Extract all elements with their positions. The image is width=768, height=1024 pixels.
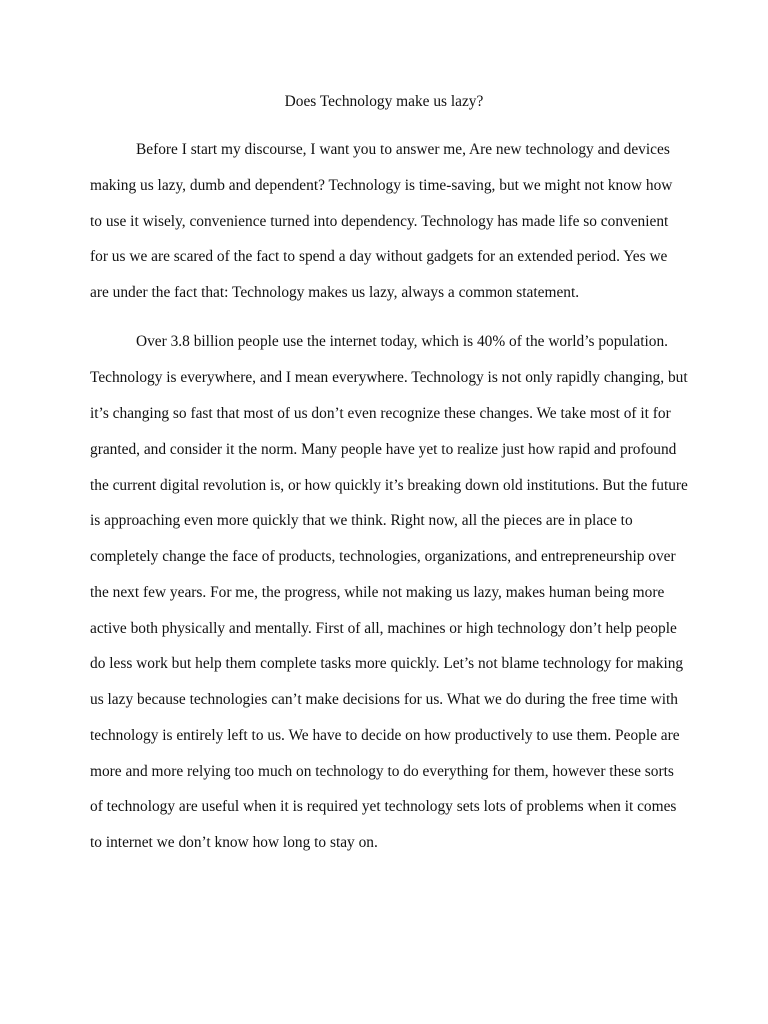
paragraph-line: to internet we don’t know how long to stay on. bbox=[90, 834, 378, 851]
document-title: Does Technology make us lazy? bbox=[284, 93, 484, 110]
paragraph-line: Technology is everywhere, and I mean everywhere. Technology is not only rapidly changing, but bbox=[90, 369, 688, 386]
paragraph-line: us lazy because technologies can’t make decisions for us. What we do during the free time with bbox=[90, 691, 678, 708]
paragraph-line: Before I start my discourse, I want you to answer me, Are new technology and devices bbox=[136, 141, 670, 158]
paragraph-line: is approaching even more quickly that we think. Right now, all the pieces are in place to bbox=[90, 512, 633, 529]
paragraph-line: active both physically and mentally. First of all, machines or high technology don’t help people bbox=[90, 620, 677, 637]
paragraph-line: more and more relying too much on technology to do everything for them, however these sorts bbox=[90, 763, 674, 780]
paragraph-line: it’s changing so fast that most of us don’t even recognize these changes. We take most of it for bbox=[90, 405, 671, 422]
paragraph-line: making us lazy, dumb and dependent? Technology is time-saving, but we might not know how bbox=[90, 177, 673, 194]
paragraph-line: the next few years. For me, the progress, while not making us lazy, makes human being more bbox=[90, 584, 665, 601]
paragraph-line: to use it wisely, convenience turned into dependency. Technology has made life so convenient bbox=[90, 213, 669, 230]
paragraph-line: do less work but help them complete tasks more quickly. Let’s not blame technology for making bbox=[90, 655, 684, 672]
paragraph-line: granted, and consider it the norm. Many people have yet to realize just how rapid and profound bbox=[90, 441, 677, 458]
paragraph-line: the current digital revolution is, or how quickly it’s breaking down old institutions. But the future bbox=[90, 477, 688, 494]
paragraph-line: technology is entirely left to us. We have to decide on how productively to use them. People are bbox=[90, 727, 680, 744]
paragraph-line: of technology are useful when it is required yet technology sets lots of problems when it comes bbox=[90, 798, 677, 815]
paragraph-line: for us we are scared of the fact to spend a day without gadgets for an extended period. Yes we bbox=[90, 248, 668, 265]
paragraph-line: completely change the face of products, technologies, organizations, and entrepreneurship over bbox=[90, 548, 676, 565]
paragraph-line: are under the fact that: Technology makes us lazy, always a common statement. bbox=[90, 284, 580, 301]
paragraph-line: Over 3.8 billion people use the internet today, which is 40% of the world’s population. bbox=[136, 333, 669, 350]
